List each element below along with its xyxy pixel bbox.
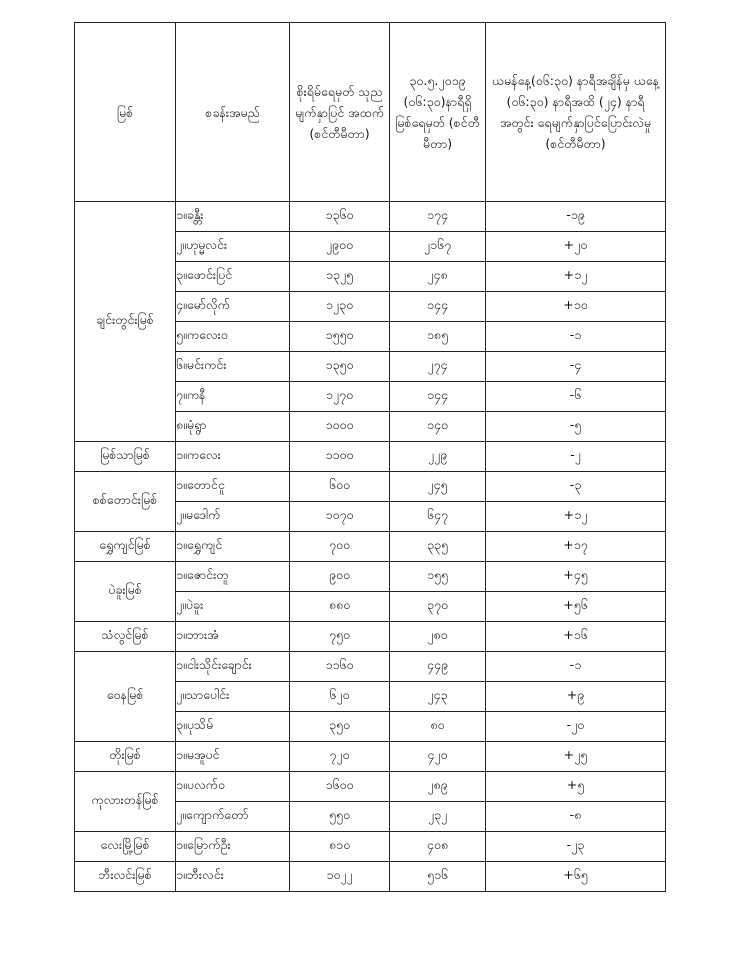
header-station: စခန်းအမည် bbox=[176, 23, 290, 202]
level-change: +၆၅ bbox=[486, 862, 666, 892]
station-name: ၃။ပုသိမ် bbox=[176, 712, 290, 742]
water-level: ၁၇၄ bbox=[390, 202, 486, 232]
level-change: -၁ bbox=[486, 652, 666, 682]
table-row bbox=[75, 472, 666, 502]
table-row bbox=[75, 832, 666, 862]
table-row bbox=[75, 202, 666, 232]
station-name: ၁။ရွှေကျင် bbox=[176, 532, 290, 562]
water-level-table bbox=[74, 22, 666, 892]
water-level: ၂၈၉ bbox=[390, 772, 486, 802]
river-name: စစ်တောင်းမြစ် bbox=[75, 472, 176, 532]
level-change: +၁၂ bbox=[486, 262, 666, 292]
water-level: ၅၁၆ bbox=[390, 862, 486, 892]
station-name: ၁။ခန္တီး bbox=[176, 202, 290, 232]
station-name: ၁။မြောက်ဦး bbox=[176, 832, 290, 862]
river-name: ဘီးလင်းမြစ် bbox=[75, 862, 176, 892]
station-name: ၆။မင်းကင်း bbox=[176, 352, 290, 382]
danger-level: ၉၀၀ bbox=[290, 562, 390, 592]
header-row bbox=[75, 23, 666, 202]
station-name: ၇။ကနီ bbox=[176, 382, 290, 412]
water-level: ၁၄၄ bbox=[390, 382, 486, 412]
station-name: ၁။မအူပင် bbox=[176, 742, 290, 772]
header-river: မြစ် bbox=[75, 23, 176, 202]
level-change: +၁၀ bbox=[486, 292, 666, 322]
danger-level: ၁၂၃၀ bbox=[290, 292, 390, 322]
level-change: +၉ bbox=[486, 682, 666, 712]
water-level: ၃၃၅ bbox=[390, 532, 486, 562]
danger-level: ၈၁၀ bbox=[290, 832, 390, 862]
header-24h-change: ယမန်နေ့(၀၆:၃၀) နာရီအချိန်မှ ယနေ့ (၀၆:၃၀) နာရီအထိ (၂၄) နာရီအတွင်း ရေမျက်နှာပြင်ပြောင်းလဲမှု (စင်တီမီတာ) bbox=[486, 23, 666, 202]
danger-level: ၂၉၀၀ bbox=[290, 232, 390, 262]
level-change: -၄ bbox=[486, 352, 666, 382]
water-level: ၁၄၀ bbox=[390, 412, 486, 442]
station-name: ၂။ပဲခူး bbox=[176, 592, 290, 622]
river-name: ဝေနမြစ် bbox=[75, 652, 176, 742]
table-row bbox=[75, 652, 666, 682]
station-name: ၈။မုံရွာ bbox=[176, 412, 290, 442]
danger-level: ၆၀၀ bbox=[290, 472, 390, 502]
level-change: -၁၉ bbox=[486, 202, 666, 232]
danger-level: ၇၂၀ bbox=[290, 742, 390, 772]
water-level: ၂၄၅ bbox=[390, 472, 486, 502]
level-change: +၄၅ bbox=[486, 562, 666, 592]
danger-level: ၁၁၀၀ bbox=[290, 442, 390, 472]
level-change: +၂၀ bbox=[486, 232, 666, 262]
station-name: ၁။ငါးသိုင်းချောင်း bbox=[176, 652, 290, 682]
danger-level: ၇၀၀ bbox=[290, 532, 390, 562]
danger-level: ၁၁၆၀ bbox=[290, 652, 390, 682]
water-level: ၈၀ bbox=[390, 712, 486, 742]
level-change: +၁၂ bbox=[486, 502, 666, 532]
danger-level: ၁၆၀၀ bbox=[290, 772, 390, 802]
station-name: ၂။ဟုမ္မလင်း bbox=[176, 232, 290, 262]
level-change: -၂ bbox=[486, 442, 666, 472]
level-change: +၅၆ bbox=[486, 592, 666, 622]
level-change: +၅ bbox=[486, 772, 666, 802]
water-level: ၄၂၀ bbox=[390, 742, 486, 772]
level-change: +၁၆ bbox=[486, 622, 666, 652]
river-name: သံလွင်မြစ် bbox=[75, 622, 176, 652]
station-name: ၁။ကလေး bbox=[176, 442, 290, 472]
level-change: +၂၅ bbox=[486, 742, 666, 772]
danger-level: ၅၅၀ bbox=[290, 802, 390, 832]
station-name: ၄။မော်လိုက် bbox=[176, 292, 290, 322]
danger-level: ၁၀၀၀ bbox=[290, 412, 390, 442]
water-level: ၂၂၉ bbox=[390, 442, 486, 472]
water-level: ၂၄၃ bbox=[390, 682, 486, 712]
danger-level: ၁၀၂၂ bbox=[290, 862, 390, 892]
water-level: ၄၄၉ bbox=[390, 652, 486, 682]
river-name: ရွှေကျင်မြစ် bbox=[75, 532, 176, 562]
table-row bbox=[75, 742, 666, 772]
level-change: -၃ bbox=[486, 472, 666, 502]
level-change: -၈ bbox=[486, 802, 666, 832]
level-change: -၆ bbox=[486, 382, 666, 412]
station-name: ၃။ဖောင်းပြင် bbox=[176, 262, 290, 292]
river-name: လေးမြို့မြစ် bbox=[75, 832, 176, 862]
water-level: ၂၇၄ bbox=[390, 352, 486, 382]
table-row bbox=[75, 622, 666, 652]
station-name: ၁။ပလက်ဝ bbox=[176, 772, 290, 802]
river-name: မြစ်သာမြစ် bbox=[75, 442, 176, 472]
danger-level: ၁၃၅၀ bbox=[290, 352, 390, 382]
water-level: ၁၅၅ bbox=[390, 562, 486, 592]
water-level: ၁၄၄ bbox=[390, 292, 486, 322]
header-current-level: ၃၀.၅.၂၀၁၉ (၀၆:၃၀)နာရီရှိ မြစ်ရေမှတ် (စင်တီမီတာ) bbox=[390, 23, 486, 202]
level-change: -၅ bbox=[486, 412, 666, 442]
table-row bbox=[75, 562, 666, 592]
water-level: ၂၈၀ bbox=[390, 622, 486, 652]
water-level: ၁၈၅ bbox=[390, 322, 486, 352]
station-name: ၁။ဘားအံ bbox=[176, 622, 290, 652]
station-name: ၅။ကလေးဝ bbox=[176, 322, 290, 352]
danger-level: ၁၃၂၅ bbox=[290, 262, 390, 292]
danger-level: ၁၀၇၀ bbox=[290, 502, 390, 532]
table-row bbox=[75, 532, 666, 562]
level-change: +၁၇ bbox=[486, 532, 666, 562]
danger-level: ၁၂၇၀ bbox=[290, 382, 390, 412]
danger-level: ၁၅၅၀ bbox=[290, 322, 390, 352]
table-row bbox=[75, 862, 666, 892]
danger-level: ၈၈၀ bbox=[290, 592, 390, 622]
river-name: ပဲခူးမြစ် bbox=[75, 562, 176, 622]
station-name: ၁။ဇောင်းတူ bbox=[176, 562, 290, 592]
danger-level: ၃၅၀ bbox=[290, 712, 390, 742]
danger-level: ၆၂၀ bbox=[290, 682, 390, 712]
station-name: ၁။တောင်ငူ bbox=[176, 472, 290, 502]
water-level: ၂၁၆၇ bbox=[390, 232, 486, 262]
level-change: -၂၀ bbox=[486, 712, 666, 742]
water-level: ၄၀၈ bbox=[390, 832, 486, 862]
table-row bbox=[75, 772, 666, 802]
level-change: -၂၃ bbox=[486, 832, 666, 862]
river-name: တိုးမြစ် bbox=[75, 742, 176, 772]
river-name: ကုလားတန်မြစ် bbox=[75, 772, 176, 832]
table-row bbox=[75, 442, 666, 472]
station-name: ၁။ဘီးလင်း bbox=[176, 862, 290, 892]
danger-level: ၁၃၆၀ bbox=[290, 202, 390, 232]
river-name: ချင်းတွင်းမြစ် bbox=[75, 202, 176, 442]
station-name: ၂။သာပေါင်း bbox=[176, 682, 290, 712]
danger-level: ၇၅၀ bbox=[290, 622, 390, 652]
station-name: ၂။မဒေါက် bbox=[176, 502, 290, 532]
water-level: ၃၇၀ bbox=[390, 592, 486, 622]
water-level: ၂၄၈ bbox=[390, 262, 486, 292]
header-danger-level: စိုးရိမ်ရေမှတ် သုည မျက်နှာပြင် အထက် (စင်တီမီတာ) bbox=[290, 23, 390, 202]
station-name: ၂။ကျောက်တော် bbox=[176, 802, 290, 832]
level-change: -၁ bbox=[486, 322, 666, 352]
water-level: ၆၄၇ bbox=[390, 502, 486, 532]
water-level: ၂၃၂ bbox=[390, 802, 486, 832]
